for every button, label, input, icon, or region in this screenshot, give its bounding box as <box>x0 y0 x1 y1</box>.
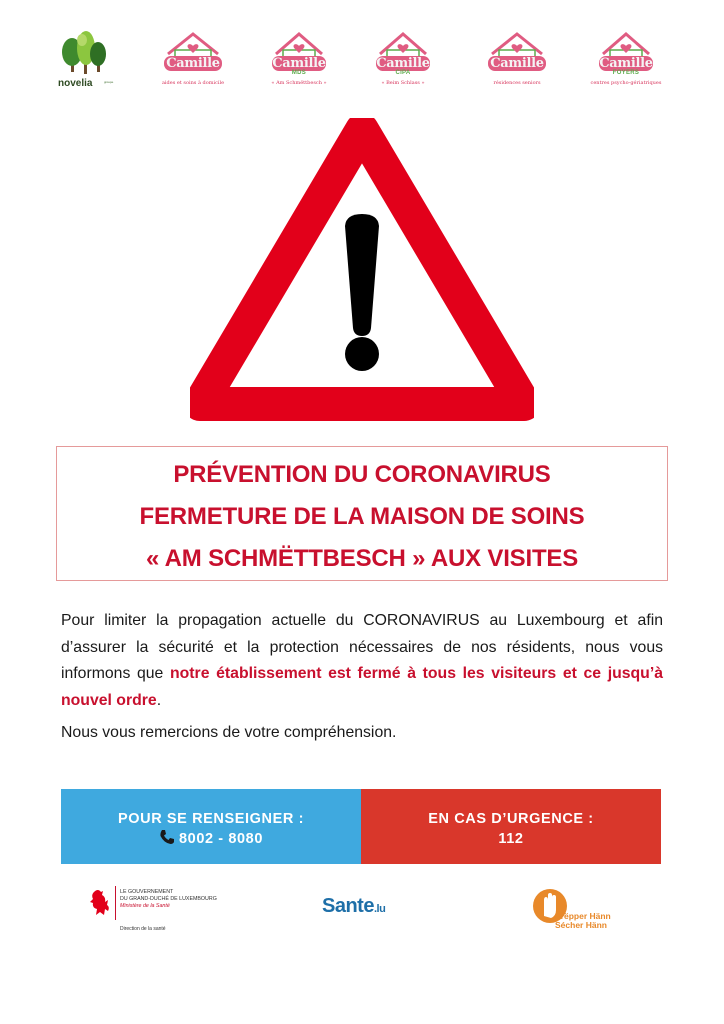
novelia-tagline: groupe <box>104 80 114 84</box>
camille-logo-1 <box>162 30 224 94</box>
camille-logo-2 <box>271 30 327 94</box>
info-panel <box>61 789 361 864</box>
notice-paragraph <box>61 608 663 714</box>
urgent-label: EN CAS D’URGENCE : <box>428 811 594 827</box>
camille-logo-4 <box>486 30 548 94</box>
prepper-line1: Prëpper Hänn <box>555 911 611 921</box>
gov-text <box>120 889 217 910</box>
prepper-line2: Sécher Hänn <box>555 920 607 930</box>
phone-icon <box>159 829 175 845</box>
gov-direction: Direction de la santé <box>120 926 166 932</box>
sante-logo <box>322 895 385 918</box>
camille-word: Camille <box>490 56 544 71</box>
thanks-text: Nous vous remercions de votre compréhension. <box>61 724 397 741</box>
camille-caption: résidences seniors <box>493 80 541 86</box>
contact-banner <box>61 789 661 864</box>
notice-end: . <box>156 691 162 709</box>
camille-caption: aides et soins à domicile <box>161 80 225 86</box>
camille-word: Camille <box>599 56 653 71</box>
urgent-panel <box>361 789 661 864</box>
red-lion-icon <box>88 888 112 918</box>
info-phone-line <box>61 829 361 849</box>
sante-main: Sante <box>322 895 374 917</box>
gov-line2: DU GRAND-DUCHÉ DE LUXEMBOURG <box>120 896 217 902</box>
camille-caption: « Beim Schlass » <box>381 80 425 86</box>
camille-sub: MDS <box>291 70 307 76</box>
title-line-2: FERMETURE DE LA MAISON DE SOINS <box>139 503 585 530</box>
novelia-name: novelia <box>58 78 93 89</box>
camille-house-icon <box>162 30 224 80</box>
title-line-3: « AM SCHMËTTBESCH » AUX VISITES <box>145 545 579 572</box>
camille-word: Camille <box>272 56 326 71</box>
prepper-text <box>555 912 611 930</box>
gov-ministry: Ministère de la Santé <box>120 903 170 909</box>
novelia-trees-icon <box>58 30 114 78</box>
sante-tld: .lu <box>373 903 386 915</box>
info-label: POUR SE RENSEIGNER : <box>117 811 305 827</box>
warning-triangle-icon <box>190 118 534 424</box>
info-phone[interactable]: 8002 - 8080 <box>179 831 263 847</box>
camille-caption: centres psycho-gériatriques <box>590 80 662 86</box>
partner-logo-row <box>58 30 666 94</box>
title-box <box>56 446 668 581</box>
camille-logo-5 <box>590 30 662 94</box>
exclamation-dot <box>345 337 379 371</box>
urgent-number[interactable]: 112 <box>498 831 524 847</box>
prepper-hann-logo <box>533 886 623 936</box>
title-line-1: PRÉVENTION DU CORONAVIRUS <box>173 461 551 488</box>
gov-line1: LE GOUVERNEMENT <box>120 889 174 895</box>
camille-sub: FOYERS <box>612 70 640 76</box>
camille-logo-3 <box>375 30 431 94</box>
camille-word: Camille <box>376 56 430 71</box>
camille-house-icon <box>486 30 548 80</box>
camille-sub: CIPA <box>395 70 411 76</box>
notice-highlight: notre établissement est fermé à tous les visiteurs et ce jusqu’à nouvel ordre <box>61 665 663 709</box>
notice-intro: Pour limiter la propagation actuelle du CORONAVIRUS au Luxembourg et afin d’assurer la sécurité et la protection nécessaires de nos résidents, nous vous informons que <box>61 612 663 682</box>
novelia-logo <box>58 30 114 94</box>
gov-divider <box>115 886 116 920</box>
camille-caption: « Am Schmëttbesch » <box>271 80 327 86</box>
government-logo <box>88 886 258 936</box>
camille-word: Camille <box>166 56 220 71</box>
